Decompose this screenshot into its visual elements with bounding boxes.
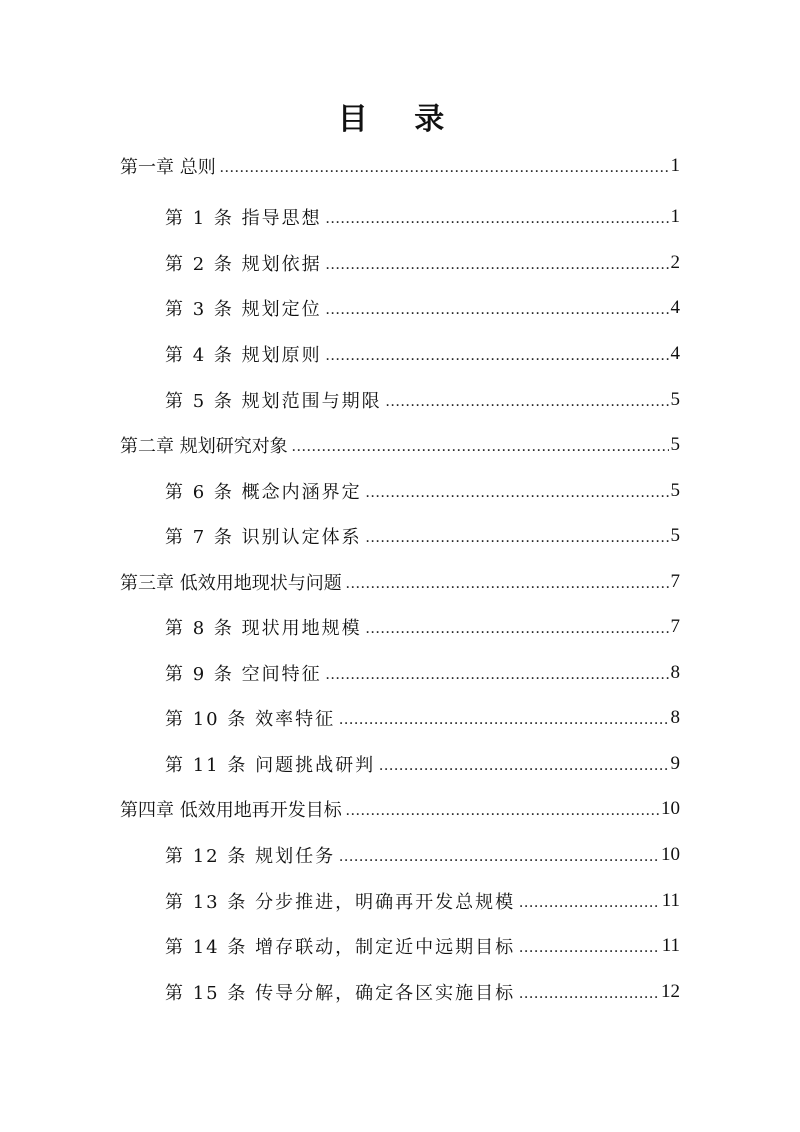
toc-chapter-entry[interactable] bbox=[120, 787, 680, 833]
entry-page-number: 7 bbox=[670, 570, 680, 592]
toc-chapter-entry[interactable] bbox=[120, 143, 680, 189]
toc-article-entry[interactable] bbox=[120, 604, 680, 650]
toc-article-entry[interactable] bbox=[120, 195, 680, 241]
entry-page-number: 10 bbox=[661, 798, 680, 820]
dot-leader bbox=[292, 434, 669, 456]
toc-title: 目 录 bbox=[337, 102, 463, 137]
entry-label: 第 11 条 问题挑战研判 bbox=[165, 754, 376, 776]
entry-page-number: 10 bbox=[661, 843, 680, 865]
entry-page-number: 11 bbox=[661, 889, 680, 911]
entry-page-number: 5 bbox=[670, 434, 680, 456]
dot-leader bbox=[346, 571, 669, 593]
entry-label: 第 12 条 规划任务 bbox=[165, 845, 336, 867]
entry-page-number: 8 bbox=[670, 707, 680, 729]
toc-article-entry[interactable] bbox=[120, 513, 680, 559]
entry-page-number: 11 bbox=[661, 935, 680, 957]
entry-label: 第二章 规划研究对象 bbox=[120, 436, 288, 458]
dot-leader bbox=[379, 753, 668, 775]
dot-leader bbox=[366, 525, 669, 547]
entry-label: 第 6 条 概念内涵界定 bbox=[165, 481, 362, 503]
entry-page-number: 5 bbox=[670, 479, 680, 501]
entry-page-number: 5 bbox=[670, 525, 680, 547]
entry-page-number: 1 bbox=[670, 154, 680, 176]
entry-label: 第 14 条 增存联动，制定近中远期目标 bbox=[165, 937, 516, 959]
toc-article-entry[interactable] bbox=[120, 741, 680, 787]
entry-page-number: 8 bbox=[670, 661, 680, 683]
entry-page-number: 9 bbox=[670, 752, 680, 774]
entry-page-number: 2 bbox=[670, 251, 680, 273]
dot-leader bbox=[386, 389, 669, 411]
dot-leader bbox=[326, 662, 669, 684]
entry-page-number: 1 bbox=[670, 206, 680, 228]
dot-leader bbox=[220, 155, 669, 177]
dot-leader bbox=[326, 206, 669, 228]
table-of-contents bbox=[120, 143, 680, 1014]
entry-label: 第 9 条 空间特征 bbox=[165, 663, 322, 685]
dot-leader bbox=[519, 890, 660, 912]
dot-leader bbox=[366, 480, 669, 502]
toc-article-entry[interactable] bbox=[120, 377, 680, 423]
toc-article-entry[interactable] bbox=[120, 923, 680, 969]
toc-article-entry[interactable] bbox=[120, 331, 680, 377]
entry-page-number: 12 bbox=[661, 980, 680, 1002]
toc-chapter-entry[interactable] bbox=[120, 559, 680, 605]
dot-leader bbox=[326, 343, 669, 365]
toc-article-entry[interactable] bbox=[120, 878, 680, 924]
entry-label: 第 8 条 现状用地规模 bbox=[165, 618, 362, 640]
dot-leader bbox=[339, 707, 668, 729]
dot-leader bbox=[519, 935, 660, 957]
entry-label: 第 4 条 规划原则 bbox=[165, 344, 322, 366]
entry-label: 第 2 条 规划依据 bbox=[165, 253, 322, 275]
toc-article-entry[interactable] bbox=[120, 286, 680, 332]
dot-leader bbox=[346, 798, 659, 820]
toc-chapter-entry[interactable] bbox=[120, 422, 680, 468]
dot-leader bbox=[339, 844, 659, 866]
dot-leader bbox=[366, 616, 669, 638]
entry-label: 第 1 条 指导思想 bbox=[165, 208, 322, 230]
toc-article-entry[interactable] bbox=[120, 240, 680, 286]
toc-article-entry[interactable] bbox=[120, 696, 680, 742]
entry-label: 第一章 总则 bbox=[120, 156, 216, 178]
entry-page-number: 5 bbox=[670, 388, 680, 410]
entry-label: 第四章 低效用地再开发目标 bbox=[120, 800, 342, 822]
entry-label: 第 5 条 规划范围与期限 bbox=[165, 390, 382, 412]
entry-label: 第 7 条 识别认定体系 bbox=[165, 527, 362, 549]
entry-label: 第 3 条 规划定位 bbox=[165, 299, 322, 321]
entry-page-number: 7 bbox=[670, 616, 680, 638]
entry-label: 第 13 条 分步推进，明确再开发总规模 bbox=[165, 891, 516, 913]
dot-leader bbox=[326, 297, 669, 319]
toc-article-entry[interactable] bbox=[120, 832, 680, 878]
dot-leader bbox=[519, 981, 659, 1003]
dot-leader bbox=[326, 252, 669, 274]
entry-label: 第三章 低效用地现状与问题 bbox=[120, 572, 342, 594]
toc-article-entry[interactable] bbox=[120, 969, 680, 1015]
entry-label: 第 15 条 传导分解，确定各区实施目标 bbox=[165, 982, 516, 1004]
entry-label: 第 10 条 效率特征 bbox=[165, 709, 336, 731]
toc-article-entry[interactable] bbox=[120, 468, 680, 514]
entry-page-number: 4 bbox=[670, 297, 680, 319]
toc-article-entry[interactable] bbox=[120, 650, 680, 696]
entry-page-number: 4 bbox=[670, 342, 680, 364]
